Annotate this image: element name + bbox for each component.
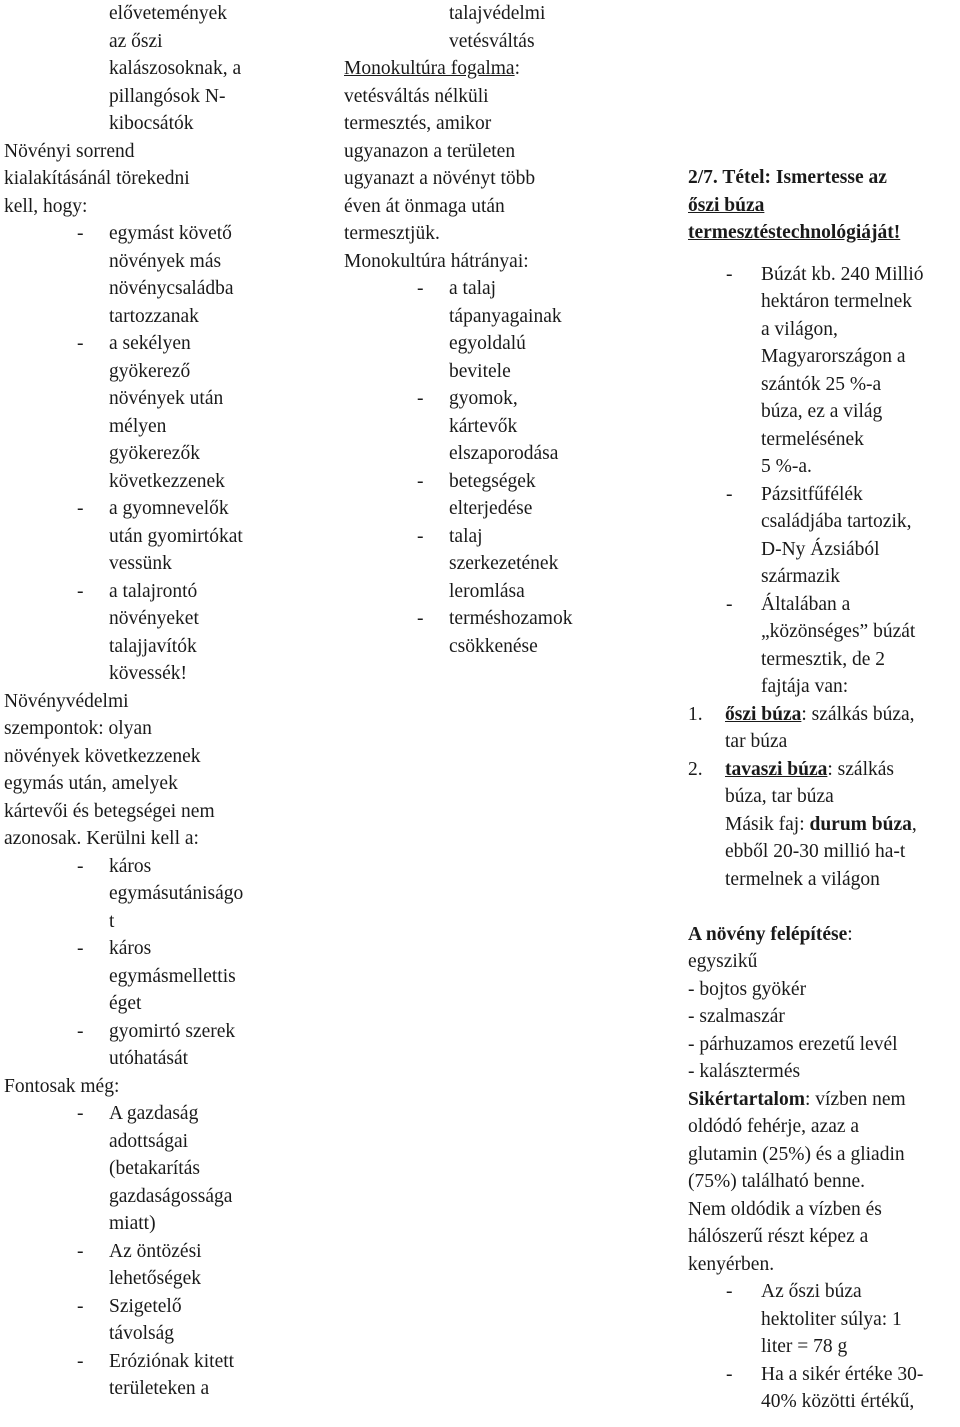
- bullet-dash: -: [417, 388, 424, 409]
- wheat-facts-list: [688, 261, 960, 701]
- text-line: pillangósok N-: [109, 85, 226, 107]
- bullet-dash: -: [417, 525, 424, 547]
- text-line: - Szigetelő: [4, 1293, 324, 1321]
- text-line: leromlása: [449, 580, 525, 602]
- list-line: termesztik, de 2: [761, 648, 885, 670]
- text-line: - gyomirtó szerek: [4, 1018, 324, 1046]
- text-line: Növényvédelmi: [4, 690, 129, 712]
- text-line: kalászosoknak, a: [109, 58, 242, 79]
- list-line: szántók 25 %-a: [761, 373, 882, 395]
- text-line: szerkezetének: [449, 553, 559, 574]
- list-line: D-Ny Ázsiából: [761, 538, 880, 560]
- text-line: lehetőségek: [109, 1268, 202, 1289]
- text-line: - A gazdaság: [4, 1100, 324, 1128]
- text-line: (betakarítás: [109, 1158, 200, 1179]
- text-line: vetésváltás: [449, 30, 535, 52]
- list-line: a világon,: [761, 318, 838, 340]
- text-line: Növényi sorrend: [4, 140, 135, 162]
- text-line: - a gyomnevelők: [4, 495, 324, 523]
- text-line: Monokultúra hátrányai:: [344, 250, 529, 272]
- text-line: - betegségek: [344, 468, 664, 496]
- bullet-dash: -: [77, 333, 84, 354]
- text-line: - gyomok,: [344, 385, 664, 413]
- gluten-section: Sikértartalom: vízben nem oldódó fehérje, azaz a glutamin (25%) és a gliadin (75%) található benne. Nem oldódik a vízben és hálószerű részt képez a kenyérben.: [688, 1086, 960, 1279]
- list-line: hektoliter súlya: 1: [761, 1308, 902, 1330]
- text-line: elszaporodása: [449, 443, 559, 464]
- text-line: - káros: [4, 935, 324, 963]
- text-line: következzenek: [109, 470, 225, 492]
- gluten-line: oldódó fehérje, azaz a: [688, 1116, 860, 1137]
- topic-heading: [688, 164, 960, 247]
- text-line: - Eróziónak kitett: [4, 1348, 324, 1376]
- text-line: - Az öntözési: [4, 1238, 324, 1266]
- text-line: termesztjük.: [344, 223, 440, 244]
- numbered-item: 1. őszi búza: szálkás búza,: [688, 703, 915, 725]
- bullet-dash: -: [726, 593, 733, 615]
- heading-line-1: 2/7. Tétel: Ismertesse az: [688, 167, 887, 188]
- list-line: termelésének: [761, 428, 864, 450]
- text-line: azonosak. Kerülni kell a:: [4, 828, 199, 849]
- text-line: elterjedése: [449, 498, 533, 519]
- numbered-item-cont: búza, tar búza: [725, 786, 834, 807]
- bullet-dash: -: [417, 278, 424, 299]
- heading-line-3: termesztéstechnológiáját!: [688, 222, 901, 243]
- text-line: t: [109, 910, 115, 932]
- bullet-dash: -: [77, 1020, 84, 1042]
- bullet-dash: -: [77, 1103, 84, 1124]
- text-line: tápanyagainak: [449, 305, 562, 327]
- text-line: egymásmellettis: [109, 965, 236, 987]
- list-line: - Búzát kb. 240 Millió: [688, 261, 960, 289]
- list-line: fajtája van:: [761, 676, 849, 697]
- structure-line: - szalmaszár: [688, 1006, 785, 1027]
- list-line: 5 %-a.: [761, 456, 812, 477]
- numbered-item: 2. tavaszi búza: szálkás: [688, 758, 894, 780]
- gluten-label: Sikértartalom: [688, 1088, 805, 1110]
- list-line: búza, ez a világ: [761, 401, 883, 422]
- text-line: - a talajrontó: [4, 578, 324, 606]
- bullet-dash: -: [726, 1281, 733, 1302]
- text-line: távolság: [109, 1323, 174, 1344]
- bullet-dash: -: [77, 1295, 84, 1317]
- durum-line: Másik faj: durum búza,: [725, 813, 917, 835]
- text-line: ugyanazt a növényt több: [344, 168, 536, 189]
- text-line: - a sekélyen: [4, 330, 324, 358]
- text-line: növények következzenek: [4, 745, 201, 767]
- bullet-dash: -: [77, 1240, 84, 1262]
- text-line: - talaj: [344, 523, 664, 551]
- bullet-dash: -: [726, 1363, 733, 1385]
- heading-line-2: őszi búza: [688, 194, 765, 216]
- text-line: növénycsaládba: [109, 278, 234, 299]
- structure-line: - párhuzamos erezetű levél: [688, 1033, 898, 1055]
- list-line: - Ha a sikér értéke 30-: [688, 1361, 960, 1389]
- text-line: vetésváltás nélküli: [344, 85, 489, 107]
- text-line: Monokultúra fogalma:: [344, 58, 521, 79]
- text-line: szempontok: olyan: [4, 718, 152, 739]
- text-line: gazdaságossága: [109, 1185, 233, 1207]
- text-line: kibocsátók: [109, 113, 194, 134]
- text-line: bevitele: [449, 360, 511, 382]
- durum-line-cont: ebből 20-30 millió ha-t: [725, 841, 906, 862]
- gluten-line: glutamin (25%) és a gliadin: [688, 1143, 905, 1165]
- bullet-dash: -: [77, 855, 84, 877]
- hectoliter-list: [688, 1278, 960, 1416]
- text-line: egymásutániságo: [109, 883, 244, 904]
- column-right: [688, 0, 960, 1416]
- structure-line: - bojtos gyökér: [688, 978, 807, 1000]
- bullet-dash: -: [77, 580, 84, 602]
- list-line: Magyarországon a: [761, 346, 906, 367]
- gluten-line: hálószerű részt képez a: [688, 1226, 869, 1247]
- structure-line: egyszikű: [688, 951, 758, 972]
- text-line: területeken a: [109, 1378, 210, 1399]
- structure-line: - kalásztermés: [688, 1061, 801, 1082]
- text-line: mélyen: [109, 415, 167, 437]
- text-line: vessünk: [109, 553, 172, 574]
- text-line: gyökerező: [109, 360, 191, 382]
- text-line: az őszi: [109, 30, 163, 52]
- text-line: növények más: [109, 250, 222, 272]
- text-line: tartozzanak: [109, 305, 199, 327]
- gluten-line: Nem oldódik a vízben és: [688, 1198, 882, 1220]
- text-line: utóhatását: [109, 1048, 189, 1069]
- text-line: Fontosak még:: [4, 1075, 120, 1097]
- text-line: - terméshozamok: [344, 605, 664, 633]
- bullet-dash: -: [417, 470, 424, 492]
- list-line: származik: [761, 566, 841, 587]
- numbered-item-cont: tar búza: [725, 731, 788, 752]
- text-line: kártevők: [449, 415, 518, 437]
- list-line: - Az őszi búza: [688, 1278, 960, 1306]
- text-line: - egymást követő: [4, 220, 324, 248]
- text-line: talajjavítók: [109, 635, 197, 657]
- text-line: növényeket: [109, 608, 199, 629]
- list-line: hektáron termelnek: [761, 291, 913, 312]
- text-line: kialakításánál törekedni: [4, 168, 190, 189]
- text-line: növények után: [109, 388, 224, 409]
- list-line: családjába tartozik,: [761, 511, 912, 532]
- text-line: éven át önmaga után: [344, 195, 505, 217]
- text-line: talajvédelmi: [449, 3, 546, 24]
- list-line: - Általában a: [688, 591, 960, 619]
- list-line: - Pázsitfűfélék: [688, 481, 960, 509]
- bullet-dash: -: [77, 498, 84, 519]
- text-line: gyökerezők: [109, 443, 200, 464]
- gluten-line: (75%) található benne.: [688, 1171, 866, 1192]
- column-middle: [344, 0, 664, 660]
- text-line: egyoldalú: [449, 333, 526, 354]
- list-line: liter = 78 g: [761, 1336, 848, 1357]
- text-line: adottságai: [109, 1130, 189, 1152]
- list-line: „közönséges” búzát: [761, 621, 916, 642]
- text-line: elővetemények: [109, 3, 228, 24]
- text-line: kövessék!: [109, 663, 187, 684]
- durum-line-cont: termelnek a világon: [725, 868, 880, 890]
- bullet-dash: -: [417, 608, 424, 629]
- text-line: ugyanazon a területen: [344, 140, 516, 162]
- text-line: csökkenése: [449, 635, 538, 657]
- plant-structure-label: A növény felépítése: [688, 923, 848, 945]
- bullet-dash: -: [77, 223, 84, 244]
- wheat-types-list: [688, 701, 960, 894]
- text-line: miatt): [109, 1213, 156, 1234]
- text-line: után gyomirtókat: [109, 525, 243, 547]
- text-line: - a talaj: [344, 275, 664, 303]
- text-line: kártevői és betegségei nem: [4, 800, 215, 822]
- list-line: 40% közötti értékű,: [761, 1391, 915, 1412]
- plant-structure-section: A növény felépítése: egyszikű - bojtos gyökér - szalmaszár - párhuzamos erezetű levél - kalásztermés: [688, 921, 960, 1086]
- text-line: egymás után, amelyek: [4, 773, 178, 794]
- text-line: - káros: [4, 853, 324, 881]
- bullet-dash: -: [726, 263, 733, 285]
- gluten-line: kenyérben.: [688, 1253, 775, 1275]
- text-line: kell, hogy:: [4, 195, 88, 217]
- bullet-dash: -: [77, 938, 84, 959]
- bullet-dash: -: [726, 483, 733, 505]
- text-line: termesztés, amikor: [344, 113, 492, 134]
- text-line: éget: [109, 993, 142, 1014]
- bullet-dash: -: [77, 1350, 84, 1372]
- column-left: [4, 0, 324, 1403]
